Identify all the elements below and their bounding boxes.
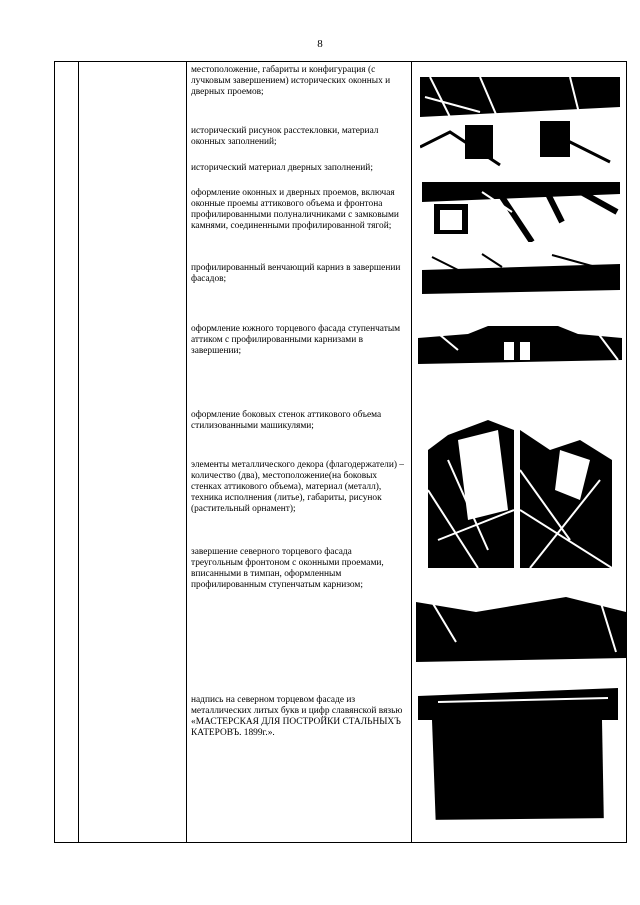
list-item: завершение северного торцевого фасада треугольным фронтоном с оконными проемами, вписанными в тимпан, оформленным профилированным ступенчатым карнизом; [191,547,384,590]
list-item: оформление боковых стенок аттикового объема стилизованными машикулями; [191,410,382,431]
flag-holder-photo [520,390,612,568]
list-item: элементы металлического декора (флагодержатели) – количество (два), местоположение(на боковых стенках аттикового объема), материал (металл), техника исполнения (литье), габариты, рисунок (растительный орнамент); [191,460,404,514]
window-with-surround-photo [422,182,620,242]
north-facade-inscription-photo [418,680,618,830]
list-item: оформление южного торцевого фасада ступенчатым аттиком с профилированными карнизами в завершении; [191,324,401,356]
table-row [55,62,627,843]
list-item: исторический материал дверных заполнений; [191,163,373,173]
attic-side-wall-photo [428,390,514,568]
north-facade-pediment-photo [416,582,626,668]
description-cell [187,62,412,843]
name-cell [79,62,187,843]
list-item: исторический рисунок расстекловки, материал оконных заполнений; [191,126,379,147]
number-cell [55,62,79,843]
cornice-photo [422,252,620,304]
list-item: оформление оконных и дверных проемов, включая оконные проемы аттикового объема и фронтона профилированными полуналичниками с замковыми камнями, соединенными профилированной тягой; [191,188,399,231]
south-facade-attic-photo [418,320,622,374]
list-item: профилированный венчающий карниз в завершении фасадов; [191,263,401,284]
page-number: 8 [317,38,323,50]
facade-windows-photo [420,77,620,167]
list-item: надпись на северном торцевом фасаде из металлических литых букв и цифр славянской вязью «МАСТЕРСКАЯ ДЛЯ ПОСТРОЙКИ СТАЛЬНЫХЪ КАТЕРОВЪ. 1899г.». [191,695,403,738]
list-item: местоположение, габариты и конфигурация (с лучковым завершением) исторических оконных и дверных проемов; [191,65,391,97]
photo-cell [412,62,627,843]
monument-subject-table [54,61,627,843]
